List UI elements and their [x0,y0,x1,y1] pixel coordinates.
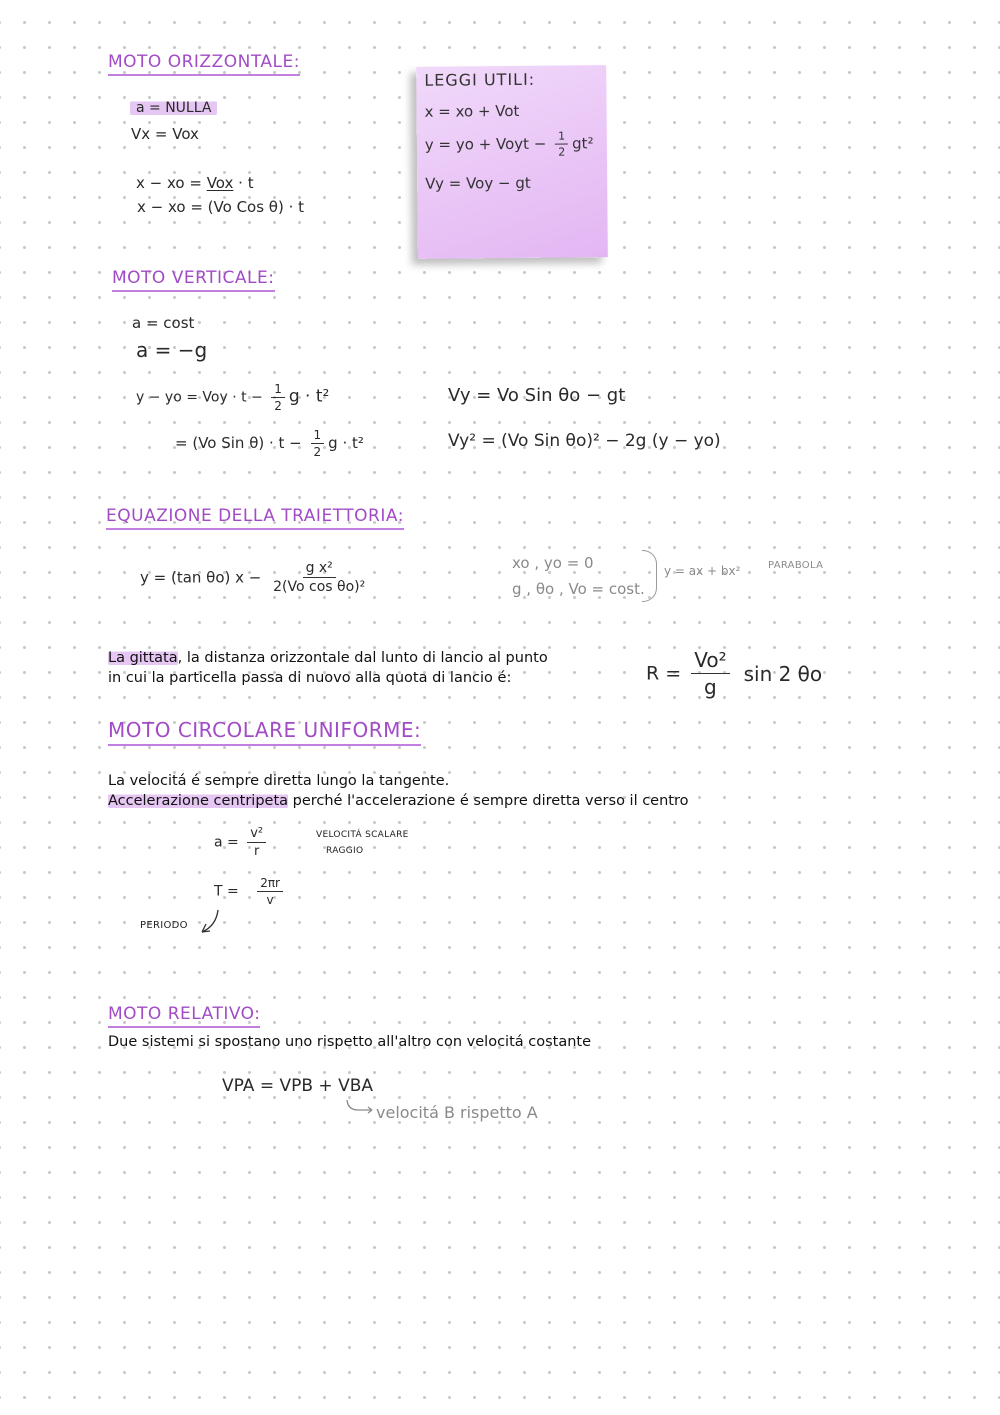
frac-den: r [253,844,260,859]
eq-gittata-right: sin 2 θo [743,661,823,686]
sticky-law-y [425,129,594,159]
eq-x-xo-1-under: Vox [206,174,234,192]
label-periodo: PERIODO [140,920,188,931]
label-raggio: RAGGIO [326,846,364,856]
arrow-icon [196,908,226,936]
eq-traiettoria [140,560,372,595]
gittata-text1: , la distanza orizzontale dal lunto di lancio al punto [177,650,548,666]
eq-t-left: T = [214,883,244,900]
relativo-note: velocitá B rispetto A [376,1103,538,1122]
heading-moto-circolare: MOTO CIRCOLARE UNIFORME: [108,718,421,746]
brace-icon [642,550,657,602]
cond-g-theta-vo: g , θo , Vo = cost. [512,580,645,598]
label-parabola: PARABOLA [768,560,824,571]
eq-a-centripeta [214,826,270,859]
eq-a-left: a = [214,834,244,851]
frac-num: 1 [311,428,325,444]
label-velocita-scalare: VELOCITÁ SCALARE [316,830,409,840]
sticky-title: LEGGI UTILI: [424,69,536,90]
heading-moto-relativo: MOTO RELATIVO: [108,1004,260,1028]
eq-y-yo-1-right: g · t² [288,386,330,407]
eq-a-nulla [130,100,217,116]
eq-velocita-relativa: VPA = VPB + VBA [222,1076,373,1096]
frac-den: 2(Vo cos θo)² [273,579,366,595]
eq-periodo [214,876,287,907]
frac-num: Vo² [691,648,729,674]
frac-den: 2 [274,399,282,413]
eq-y-yo-2 [175,428,364,459]
relativo-text: Due sistemi si spostano uno rispetto all'altro con velocitá costante [108,1034,592,1050]
eq-vy: Vy = Vo Sin θo − gt [448,385,626,406]
circolare-line2-rest: perché l'accelerazione é sempre diretta verso il centro [288,793,689,809]
eq-a-cost: a = cost [132,314,195,332]
sticky-law-x: x = xo + Vot [424,101,520,121]
eq-x-xo-1-left: x − xo = [136,174,207,192]
eq-gittata-frac [691,648,729,699]
sticky-law-y-frac [555,130,568,159]
eq-t-frac [257,876,283,907]
frac-den: 2 [313,445,322,459]
eq-a-nulla-text: a = NULLA [130,100,217,116]
eq-a-minus-g: a = −g [136,338,208,362]
heading-moto-orizzontale: MOTO ORIZZONTALE: [108,52,300,76]
eq-x-xo-1 [136,174,254,192]
sticky-law-vy: Vy = Voy − gt [425,173,531,193]
eq-y-yo-2-right: g · t² [328,434,364,452]
sticky-note-leggi-utili [416,65,608,259]
eq-y-yo-1-frac [271,382,285,413]
eq-y-yo-1 [136,382,329,413]
eq-x-xo-2: x − xo = (Vo Cos θ) · t [137,198,305,216]
sticky-frac-den: 2 [558,145,566,159]
eq-traiettoria-left: y = (tan θo) x − [140,568,267,587]
eq-gittata-left: R = [646,662,688,685]
heading-moto-verticale: MOTO VERTICALE: [112,268,275,292]
sticky-frac-num: 1 [555,130,568,145]
eq-y-yo-2-frac [311,428,325,459]
eq-parabola-form: y = ax + bx² [664,564,741,578]
gittata-highlight: La gittata [108,650,178,666]
circolare-line2 [108,793,689,809]
frac-num: v² [247,826,266,843]
frac-num: g x² [303,560,336,578]
heading-equazione-traiettoria: EQUAZIONE DELLA TRAIETTORIA: [106,506,404,530]
eq-gittata [646,648,822,699]
cond-xo-yo: xo , yo = 0 [512,554,594,572]
hook-arrow-icon [344,1098,374,1118]
frac-den: g [704,675,717,699]
sticky-law-y-left: y = yo + Voyt − [424,134,552,154]
gittata-text-line2: in cui la particella passa di nuovo alla quota di lancio é: [108,670,512,686]
eq-vx: Vx = Vox [131,125,199,143]
circolare-line1: La velocitá é sempre diretta lungo la tangente. [108,773,450,789]
eq-vy-squared: Vy² = (Vo Sin θo)² − 2g (y − yo) [448,431,721,451]
frac-num: 2πr [257,876,283,892]
gittata-text-line1 [108,650,548,666]
sticky-law-y-right: gt² [572,134,594,153]
eq-a-frac [247,826,266,859]
frac-num: 1 [271,382,285,398]
eq-y-yo-2-left: = (Vo Sin θ) · t − [175,434,307,452]
eq-x-xo-1-right: · t [233,174,254,192]
eq-traiettoria-frac [270,560,368,595]
eq-y-yo-1-left: y − yo = Voy · t − [136,389,268,406]
frac-den: v [266,893,274,907]
circolare-highlight: Accelerazione centripeta [108,793,289,809]
